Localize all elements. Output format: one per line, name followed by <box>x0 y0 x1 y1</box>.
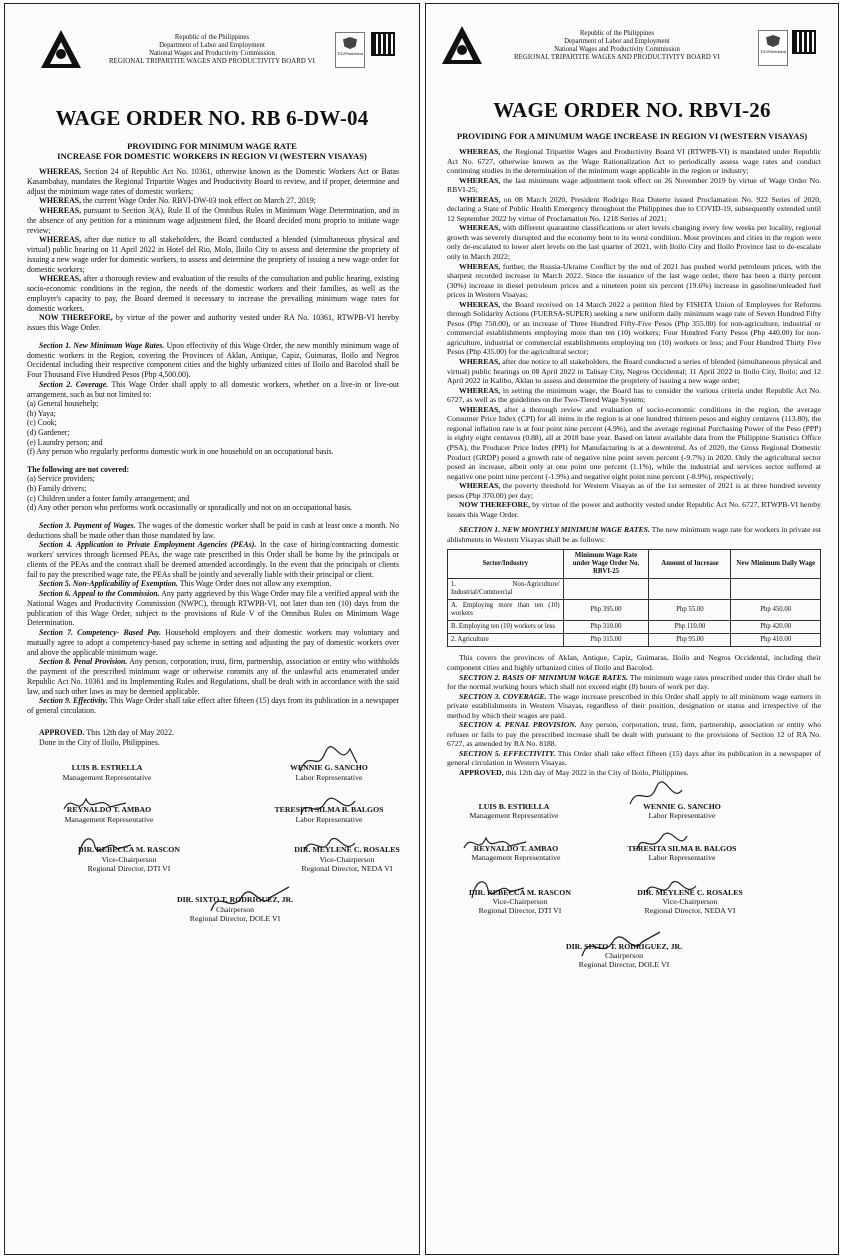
letterhead <box>5 4 419 72</box>
table-cell: Php 310.00 <box>563 621 649 634</box>
section-2: SECTION 2. BASIS OF MINIMUM WAGE RATES. The minimum wage rates prescribed under this Order shall be for the normal working hours which shall not exceed eight (8) hours of work per day. <box>447 672 821 692</box>
whereas-clause: WHEREAS, after due notice to all stakeholders, the Board conducted a blended (simultaneous physical and virtual) public hearing on 11 April 2022 in Hotel del Rio, Molo, Iloilo City to assess and determine the propriety of issuing a new wage order for domestic workers, to assess and determine the propriety of issuing a new wage order for domestic workers; <box>27 235 399 274</box>
signatory-balgos: TERESITA SILMA B. BALGOS Labor Representative <box>274 805 384 824</box>
section-5: Section 5. Non-Applicability of Exemption. This Wage Order does not allow any exemption. <box>39 579 332 589</box>
signatories <box>5 763 419 933</box>
certification-badge-icon: TÜVRheinland <box>758 30 788 66</box>
agency-header <box>492 30 742 62</box>
order-body <box>447 147 821 778</box>
list-item: (a) General househelp; <box>27 399 99 409</box>
table-row <box>448 621 821 634</box>
signatory-rascon: DIR. REBECCA M. RASCON Vice-Chairperson Regional Director, DTI VI <box>468 887 572 916</box>
section-1: SECTION 1. NEW MONTHLY MINIMUM WAGE RATES. The new minimum wage rate for workers in private est ablishments in Western Visayas shall be as follows: <box>447 525 821 544</box>
table-cell: Php 315.00 <box>563 634 649 647</box>
section-6: Section 6. Appeal to the Commission. Any party aggrieved by this Wage Order may file a verified appeal with the National Wages and Productivity Commission (NWPC), through RTWPB-VI, not later than ten (10) days from the publication of this Wage Order, subject to the provisions of Rule V of the Omnibus Rules on Minimum Wage Determination. <box>27 589 399 628</box>
table-cell: Php 420.00 <box>731 621 821 634</box>
table-row <box>448 634 821 647</box>
signatory-rosales: DIR. MEYLENE C. ROSALES Vice-Chairperson Regional Director, NEDA VI <box>637 887 743 916</box>
section-5: SECTION 5. EFFECTIVITY. This Order shall take effect fifteen (15) days after its publication in a newspaper of general circulation in Western Visayas. <box>447 748 821 768</box>
now-therefore-clause: NOW THEREFORE, by virtue of the power and authority vested under Republic Act No. 6727, RTWPB-VI hereby issues this Wage Order. <box>447 500 821 519</box>
signatory-ambao: REYNALDO T. AMBAO Management Representative <box>471 843 561 862</box>
signatory-rosales: DIR. MEYLENE C. ROSALES Vice-Chairperson Regional Director, NEDA VI <box>294 845 400 874</box>
signatory-sancho: WENNIE G. SANCHO Labor Representative <box>290 763 368 782</box>
subtitle: PROVIDING FOR A MINUMUM WAGE INCREASE IN REGION VI (WESTERN VISAYAS) <box>456 131 808 141</box>
section-2: Section 2. Coverage. This Wage Order shall apply to all domestic workers, whether on a live-in or live-out arrangement, such as but not limited to: <box>27 379 399 399</box>
table-cell: Php 450.00 <box>731 600 821 621</box>
section-3: SECTION 3. COVERAGE. The wage increase prescribed in this Order shall apply to all minimum wage earners in private establishments in Western Visayas, regardless of their position, designation or status and irrespective of the method by which their wages are paid. <box>447 691 821 720</box>
qr-code-icon <box>792 30 816 54</box>
whereas-clause: WHEREAS, the poverty threshold for Western Visayas as of the 1st semester of 2021 is at three hundred seventy pesos (Php 370.00) per day; <box>447 481 821 500</box>
section-8: Section 8. Penal Provision. Any person, corporation, trust, firm, partnership, association or entity who withholds the payment of the prescribed minimum wage or otherwise commits any of the unlawful acts enumerated under Republic Act No. 10361 and its Implementing Rules and Regulations, shall be dealt with in accordance with the said law, and such other laws as may be deemed applicable. <box>27 657 399 696</box>
whereas-clause: WHEREAS, pursuant to Section 3(A), Rule II of the Omnibus Rules in Minimum Wage Determination, and in the absence of any petition for a minimum wage adjustment filed, the Board decided motu proprio to initiate wage review; <box>27 206 399 235</box>
agency-line: Republic of the Philippines <box>174 34 250 41</box>
dole-logo-icon <box>440 24 484 68</box>
agency-line: REGIONAL TRIPARTITE WAGES AND PRODUCTIVITY BOARD VI <box>109 58 315 65</box>
column-header: Sector/Industry <box>448 550 564 579</box>
dole-logo-icon <box>39 28 83 72</box>
agency-header <box>87 34 337 66</box>
list-item: (c) Children under a foster family arrangement; and <box>27 493 190 503</box>
signatory-rascon: DIR. REBECCA M. RASCON Vice-Chairperson Regional Director, DTI VI <box>77 845 181 874</box>
list-item: (e) Laundry person; and <box>27 437 103 447</box>
whereas-clause: WHEREAS, the last minimum wage adjustment took effect on 26 November 2019 by virtue of Wage Order No. RBVI-25; <box>447 175 821 195</box>
agency-line: Department of Labor and Employment <box>564 38 670 45</box>
agency-line: National Wages and Productivity Commission <box>554 46 680 53</box>
whereas-clause: WHEREAS, the current Wage Order No. RBVI-DW-03 took effect on March 27, 2019; <box>39 196 316 206</box>
page-title: WAGE ORDER NO. RBVI-26 <box>493 98 771 122</box>
signatory-ambao: REYNALDO T. AMBAO Management Representative <box>64 805 154 824</box>
whereas-clause: WHEREAS, Section 24 of Republic Act No. 10361, otherwise known as the Domestic Workers Act or Batas Kasambahay, mandates the Regional Tripartite Wages and Productivity Board to review, and if proper, determine and adjust the minimum wage rates of domestic workers; <box>27 167 399 196</box>
section-4: Section 4. Application to Private Employment Agencies (PEAs). In the case of hiring/contracting domestic workers' services through licensed PEAs, the wage rate prescribed in this Order shall be borne by the principals or clients of the PEAs and the contract shall be deemed amended accordingly. In the event that the principals or clients fail to pay the prescribed wage rate, the PEAs shall be jointly and severally liable with their principal or client. <box>27 540 399 579</box>
list-heading: The following are not covered: <box>27 464 130 474</box>
coverage-note: This covers the provinces of Aklan, Antique, Capiz, Guimaras, Iloilo and Negros Occidental, including their component cities and highly urbanized cities of Iloilo and Bacolod. <box>447 653 821 672</box>
list-item: (c) Cook; <box>27 418 57 428</box>
table-cell: Php 55.00 <box>649 600 731 621</box>
column-header: New Minimum Daily Wage <box>731 550 821 579</box>
section-3: Section 3. Payment of Wages. The wages of the domestic worker shall be paid in cash at least once a month. No deductions shall be made other than those mandated by law. <box>27 520 399 540</box>
qr-code-icon <box>371 32 395 56</box>
whereas-clause: WHEREAS, after due notice to all stakeholders, the Board conducted a series of blended (simultaneous physical and virtual) public hearings on 08 April 2022 in Talisay City, Negros Occidental; 11 April 2022 in Iloilo City, Iloilo; and 12 April 2022 in Kalibo, Aklan to assess and determine the propriety of issuing a new wage order; <box>447 357 821 386</box>
whereas-clause: WHEREAS, after a thorough review and evaluation of socio-economic conditions in the region, the average Consumer Price Index (CPI) for all items in the region is at one hundred thirteen pesos and eighty centavos (113.80), the regional inflation rate is at four point nine percent (4.9%), and the average regional Purchasing Power of the Peso (PPP) is eighty eight centavos (0.88), all at 2018 base year. Based on latest available data from the Philippine Statistics Office (PSA), the Producer Price Index (PPI) for Manufacturing is at a downtrend. As of 2020, the Gross Regional Domestic Product (GRDP) posed a growth rate of negative nine point seven percent (-9.7%) in 2020. Only the agricultural sector posed an increase, albeit only at one point one percent (1.1%), while the industrial and services sector suffered at negative one point nine percent (-1.9%) and negative eight point nine percent (-8.9%), respectively; <box>447 404 821 481</box>
agency-line: Republic of the Philippines <box>579 30 655 37</box>
letterhead <box>426 4 838 72</box>
table-header-row <box>448 550 821 579</box>
section-1: Section 1. New Minimum Wage Rates. Upon effectivity of this Wage Order, the new monthly minimum wage of domestic workers in the Region, covering the Provinces of Aklan, Antique, Capiz, Guimaras, Iloilo and Negros Occidental including their respective component cities and the highly urbanized cities of Iloilo and Bacolod shall be Four Thousand Five Hundred Pesos (Php 4,500.00). <box>27 340 399 379</box>
table-cell: Php 410.00 <box>731 634 821 647</box>
whereas-clause: WHEREAS, after a thorough review and evaluation of the results of the consultation and public hearing, existing socio-economic conditions in the region, the needs of the domestic workers and their families, as well as the employer's capacity to pay, the Board deemed it necessary to increase the prevailing minimum wage rates for domestic workers. <box>27 274 399 313</box>
signatory-balgos: TERESITA SILMA B. BALGOS Labor Representative <box>627 843 737 862</box>
signatory-sancho: WENNIE G. SANCHO Labor Representative <box>643 801 721 820</box>
signatory-estrella: LUIS B. ESTRELLA Management Representative <box>62 763 152 782</box>
signatory-estrella: LUIS B. ESTRELLA Management Representative <box>469 801 559 820</box>
wage-order-domestic-document <box>4 3 420 1255</box>
agency-line: Department of Labor and Employment <box>159 42 265 49</box>
table-cell: A. Employing more than ten (10) workers <box>448 600 564 621</box>
table-cell: 1. Non-Agriculture/ Industrial/Commercial <box>448 579 564 600</box>
table-cell: 2. Agriculture <box>448 634 564 647</box>
table-cell: Php 110.00 <box>649 621 731 634</box>
approval-line: APPROVED. This 12th day of May 2022. <box>39 727 174 737</box>
column-header: Amount of Increase <box>649 550 731 579</box>
list-item: (b) Yaya; <box>27 408 56 418</box>
whereas-clause: WHEREAS, the Regional Tripartite Wages and Productivity Board VI (RTWPB-VI) is mandated under Republic Act No. 6727, otherwise known as the Wage Rationalization Act to periodically assess wage rates and conduct continuing studies in the determination of the minimum wage applicable in the region or industry; <box>447 147 821 176</box>
whereas-clause: WHEREAS, the Board received on 14 March 2022 a petition filed by FISHTA Union of Employees for Reforms through Solidarity Actions (FUERSA-SUPER) seeking a new uniform daily minimum wage rate of Seven Hundred Fifty Pesos (Php 750.00), or an increase of Three Hundred Fifty-Five Pesos (Php 355.00) for non-agriculture, industrial or commercial establishments employing more than ten (10) workers; Four Hundred Forty Pesos (Php 440.00) for non-agriculture, industrial or commercial establishments employing ten (10) workers or less; and Four Hundred Thirty Five Pesos (Php 435.00) for the agricultural sector; <box>447 299 821 357</box>
agency-line: REGIONAL TRIPARTITE WAGES AND PRODUCTIVITY BOARD VI <box>514 54 720 61</box>
table-cell: B. Employing ten (10) workers or less <box>448 621 564 634</box>
now-therefore-clause: NOW THEREFORE, by virtue of the power and authority vested under RA No. 10361, RTWPB-VI hereby issues this Wage Order. <box>27 313 399 332</box>
list-item: (d) Any other person who performs work occasionally or sporadically and not on an occupational basis. <box>27 503 352 513</box>
whereas-clause: WHEREAS, further, the Russia-Ukraine Conflict by the end of 2021 has pushed world petroleum prices, with the sharpest recorded increase in March 2022. Since the issuance of the last wage order, there has been a thirty percent (30%) increase in diesel petroleum prices and a nineteen point six percent (19.6%) increase in gasoline/unleaded fuel prices in Western Visayas; <box>447 261 821 300</box>
whereas-clause: WHEREAS, on 08 March 2020, President Rodrigo Roa Duterte issued Proclamation No. 922 Series of 2020, declaring a State of Public Health Emergency throughout the Philippines due to COVID-19, subsequently extended until 12 September 2022 by virtue of Proclamation No. 1218 Series of 2021; <box>447 194 821 223</box>
not-covered-list <box>27 465 399 513</box>
section-9: Section 9. Effectivity. This Wage Order shall take effect after fifteen (15) days from its publication in a newspaper of general circulation. <box>27 696 399 716</box>
approval-line: APPROVED, this 12th day of May 2022 in the City of Iloilo, Philippines. <box>459 767 689 777</box>
page-title: WAGE ORDER NO. RB 6-DW-04 <box>55 106 369 130</box>
whereas-clause: WHEREAS, in setting the minimum wage, the Board has to consider the various criteria under Republic Act No. 6727, as well as the guidelines on the Two-Tiered Wage System; <box>447 385 821 405</box>
signatory-rodriguez: DIR. SIXTO T. RODRIGUEZ, JR. Chairperson Regional Director, DOLE VI <box>176 895 294 924</box>
section-4: SECTION 4. PENAL PROVISION. Any person, corporation, trust, firm, partnership, association or entity who refuses or fails to pay the prescribed increase shall be dealt with pursuant to the provisions of Section 12 of RA No. 6727, as amended by RA No. 8188. <box>447 720 821 749</box>
section-7: Section 7. Competency- Based Pay. Household employers and their domestic workers may voluntary and mutually agree to adopt a competency-based pay scheme in setting and adjusting the pay of domestic workers over and above the applicable minimum wage. <box>27 628 400 657</box>
column-header: Minimum Wage Rate under Wage Order No. RBVI-25 <box>563 550 649 579</box>
order-body <box>27 167 399 747</box>
wage-order-rbvi-26-document <box>425 3 839 1255</box>
subtitle: PROVIDING FOR MINIMUM WAGE RATE INCREASE FOR DOMESTIC WORKERS IN REGION VI (WESTERN VISAYAS) <box>57 141 367 161</box>
done-line: Done in the City of Iloilo, Philippines. <box>39 737 160 747</box>
table-row <box>448 600 821 621</box>
table-cell: Php 95.00 <box>649 634 731 647</box>
list-item: (a) Service providers; <box>27 474 95 484</box>
covered-list <box>27 399 399 457</box>
list-item: (f) Any person who regularly performs domestic work in one household on an occupational basis. <box>27 447 334 457</box>
table-row <box>448 579 821 600</box>
list-item: (b) Family drivers; <box>27 484 87 493</box>
wage-rate-table <box>447 549 821 647</box>
certification-badge-icon: TÜVRheinland <box>335 32 365 68</box>
list-item: (d) Gardener; <box>27 428 70 438</box>
table-cell: Php 395.00 <box>563 600 649 621</box>
signatory-rodriguez: DIR. SIXTO T. RODRIGUEZ, JR. Chairperson Regional Director, DOLE VI <box>565 941 683 970</box>
whereas-clause: WHEREAS, with different quarantine classifications or alert levels changing every few weeks per locality, regional growth was severely disrupted and the economy bent to its worst condition. Most provinces and cities in the region were only de-escalated to lower alert levels on the last quarter of 2021, with Iloilo City and Iloilo Province last to de-escalate only in March 2022; <box>447 223 821 262</box>
agency-line: National Wages and Productivity Commission <box>149 50 275 57</box>
signatories <box>426 796 838 996</box>
